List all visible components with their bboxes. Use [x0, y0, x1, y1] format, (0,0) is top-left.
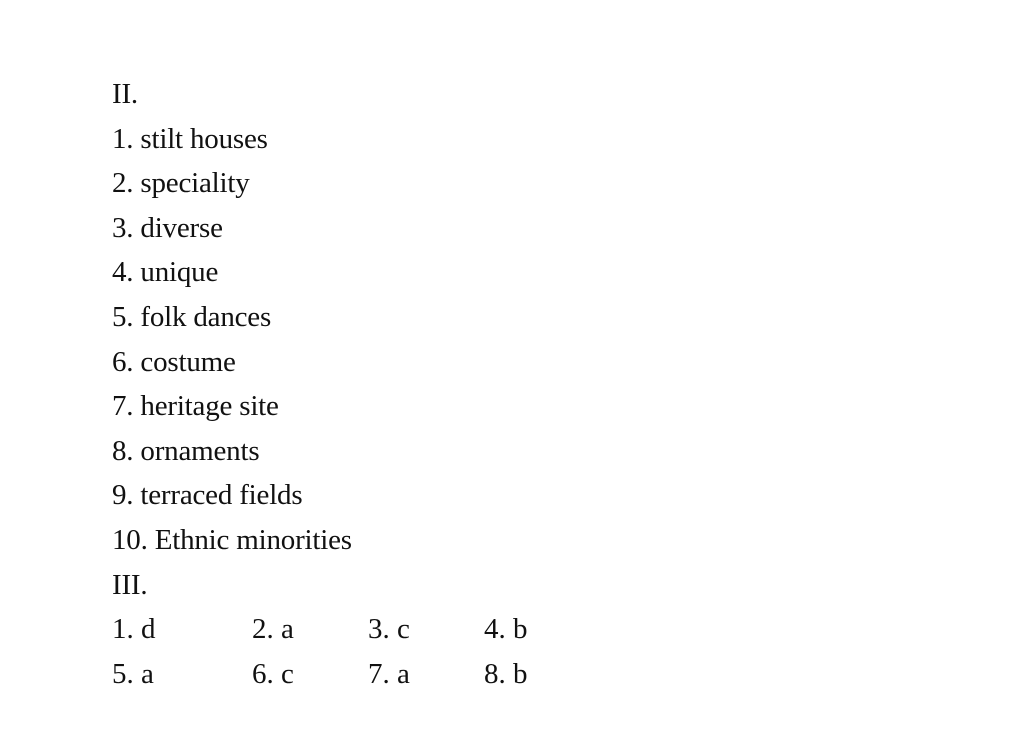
list-item: 5. folk dances	[112, 300, 272, 333]
list-item: 9. terraced fields	[112, 479, 303, 512]
list-item: 7. heritage site	[112, 390, 279, 423]
answer-row	[112, 607, 992, 652]
answer-cell: 7. a	[368, 657, 410, 690]
list-item: 2. speciality	[112, 167, 250, 200]
answer-cell: 3. c	[368, 613, 410, 646]
list-item: 8. ornaments	[112, 434, 260, 467]
answer-cell: 1. d	[112, 613, 156, 646]
answer-cell: 8. b	[484, 657, 528, 690]
answer-cell: 5. a	[112, 657, 154, 690]
section-heading-iii: III.	[112, 568, 148, 601]
section-heading-ii: II.	[112, 78, 138, 110]
list-item: 1. stilt houses	[112, 122, 268, 155]
answer-cell: 2. a	[252, 613, 294, 646]
answer-cell: 6. c	[252, 657, 294, 690]
list-item: 6. costume	[112, 345, 236, 378]
answer-row	[112, 652, 992, 697]
list-item: 4. unique	[112, 256, 219, 289]
list-item: 10. Ethnic minorities	[112, 523, 352, 556]
list-item: 3. diverse	[112, 211, 223, 244]
answer-cell: 4. b	[484, 613, 528, 646]
answer-key-document	[112, 72, 992, 696]
